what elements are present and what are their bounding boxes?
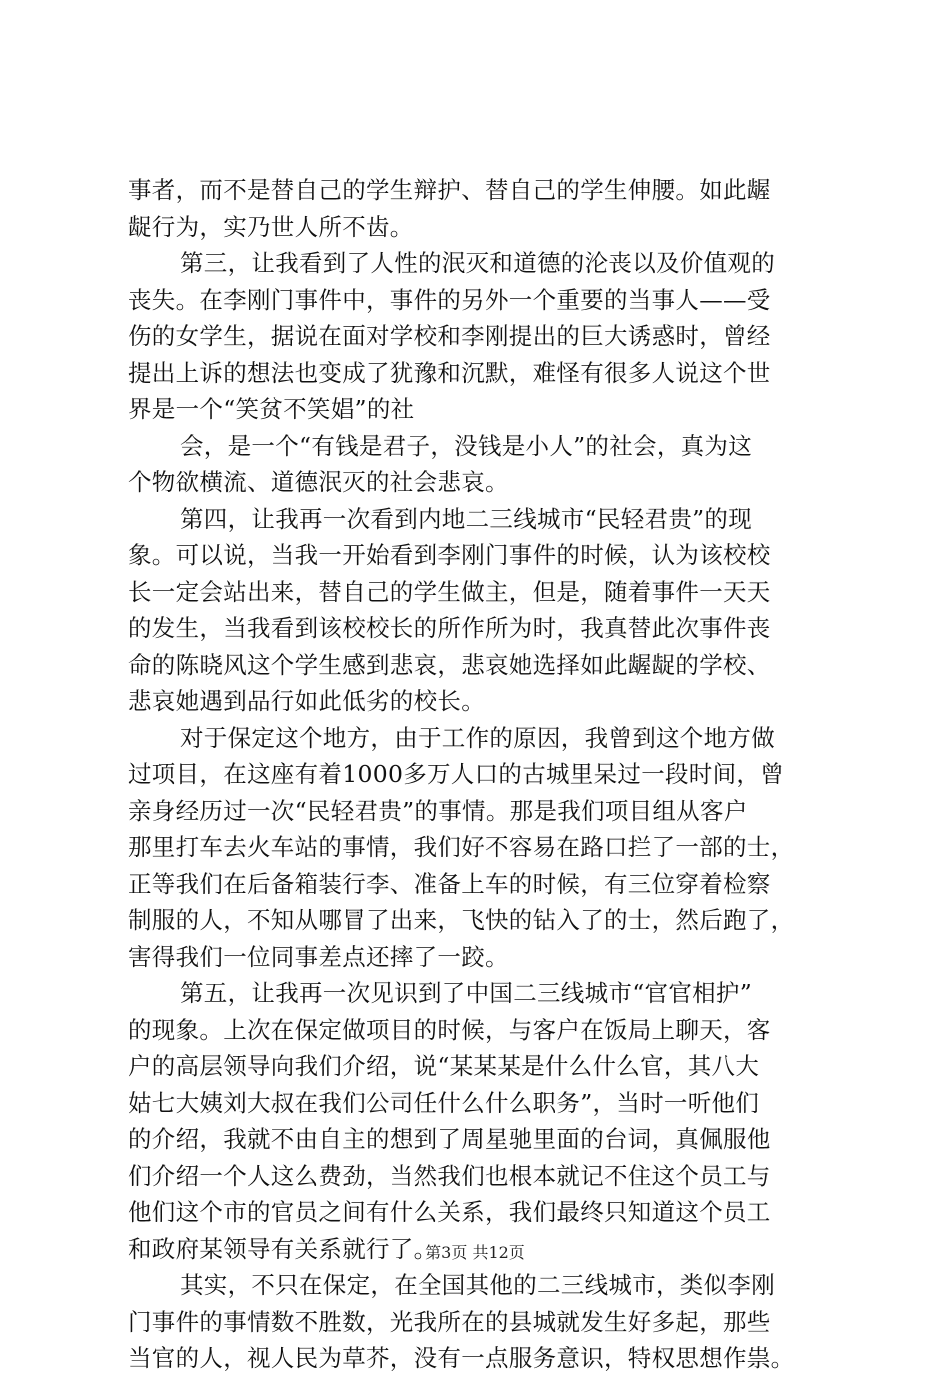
text-line: 的介绍，我就不由自主的想到了周星驰里面的台词，真佩服他 (128, 1125, 771, 1153)
text-line: 当官的人，视人民为草芥，没有一点服务意识，特权思想作祟。 (128, 1344, 795, 1372)
text-line: 象。可以说，当我一开始看到李刚门事件的时候，认为该校校 (128, 541, 771, 569)
text-line: 门事件的事情数不胜数，光我所在的县城就发生好多起，那些 (128, 1307, 771, 1336)
text-line: 事者，而不是替自己的学生辩护、替自己的学生伸腰。如此龌 (128, 176, 771, 204)
text-line: 界是一个“笑贫不笑娼”的社 (128, 395, 415, 423)
document-body (128, 172, 838, 1377)
text-line: 龊行为，实乃世人所不齿。 (128, 212, 414, 241)
text-line: 的现象。上次在保定做项目的时候，与客户在饭局上聊天，客 (128, 1015, 771, 1044)
text-line: 第三，让我看到了人性的泯灭和道德的沦丧以及价值观的 (180, 249, 775, 277)
text-line: 的发生，当我看到该校校长的所作所为时，我真替此次事件丧 (128, 614, 771, 642)
page-footer: 第3页 共12页 (425, 1243, 525, 1262)
text-line: 个物欲横流、道德泯灭的社会悲哀。 (128, 468, 509, 496)
text-line: 会，是一个“有钱是君子，没钱是小人”的社会，真为这 (180, 431, 753, 460)
text-line: 正等我们在后备箱装行李、准备上车的时候，有三位穿着检察 (128, 869, 771, 898)
text-line: 其实，不只在保定，在全国其他的二三线城市，类似李刚 (180, 1271, 775, 1299)
text-line: 他们这个市的官员之间有什么关系，我们最终只知道这个员工 (128, 1198, 771, 1226)
text-line: 过项目，在这座有着1000多万人口的古城里呆过一段时间，曾 (128, 760, 785, 788)
text-line: 第四，让我再一次看到内地二三线城市“民轻君贵”的现 (180, 504, 753, 533)
text-line: 悲哀她遇到品行如此低劣的校长。 (128, 687, 485, 715)
text-line: 制服的人，不知从哪冒了出来，飞快的钻入了的士，然后跑了， (128, 906, 795, 934)
text-line: 和政府某领导有关系就行了。 (128, 1234, 438, 1263)
text-line: 丧失。在李刚门事件中，事件的另外一个重要的当事人——受 (128, 285, 771, 314)
text-line: 害得我们一位同事差点还摔了一跤。 (128, 942, 509, 971)
text-line: 那里打车去火车站的事情，我们好不容易在路口拦了一部的士， (128, 833, 795, 861)
text-line: 第五，让我再一次见识到了中国二三线城市“官官相护” (180, 979, 753, 1007)
text-line: 户的高层领导向我们介绍，说“某某某是什么什么官，其八大 (128, 1052, 760, 1080)
text-line: 们介绍一个人这么费劲，当然我们也根本就记不住这个员工与 (128, 1161, 771, 1190)
text-line: 提出上诉的想法也变成了犹豫和沉默，难怪有很多人说这个世 (128, 358, 771, 387)
text-line: 命的陈晓风这个学生感到悲哀，悲哀她选择如此龌龊的学校、 (128, 650, 771, 679)
text-line: 长一定会站出来，替自己的学生做主，但是，随着事件一天天 (128, 577, 771, 606)
text-line: 伤的女学生，据说在面对学校和李刚提出的巨大诱惑时，曾经 (128, 322, 771, 350)
text-line: 亲身经历过一次“民轻君贵”的事情。那是我们项目组从客户 (128, 796, 748, 825)
text-line: 姑七大姨刘大叔在我们公司任什么什么职务”，当时一听他们 (128, 1088, 760, 1117)
text-line: 对于保定这个地方，由于工作的原因，我曾到这个地方做 (180, 723, 775, 752)
